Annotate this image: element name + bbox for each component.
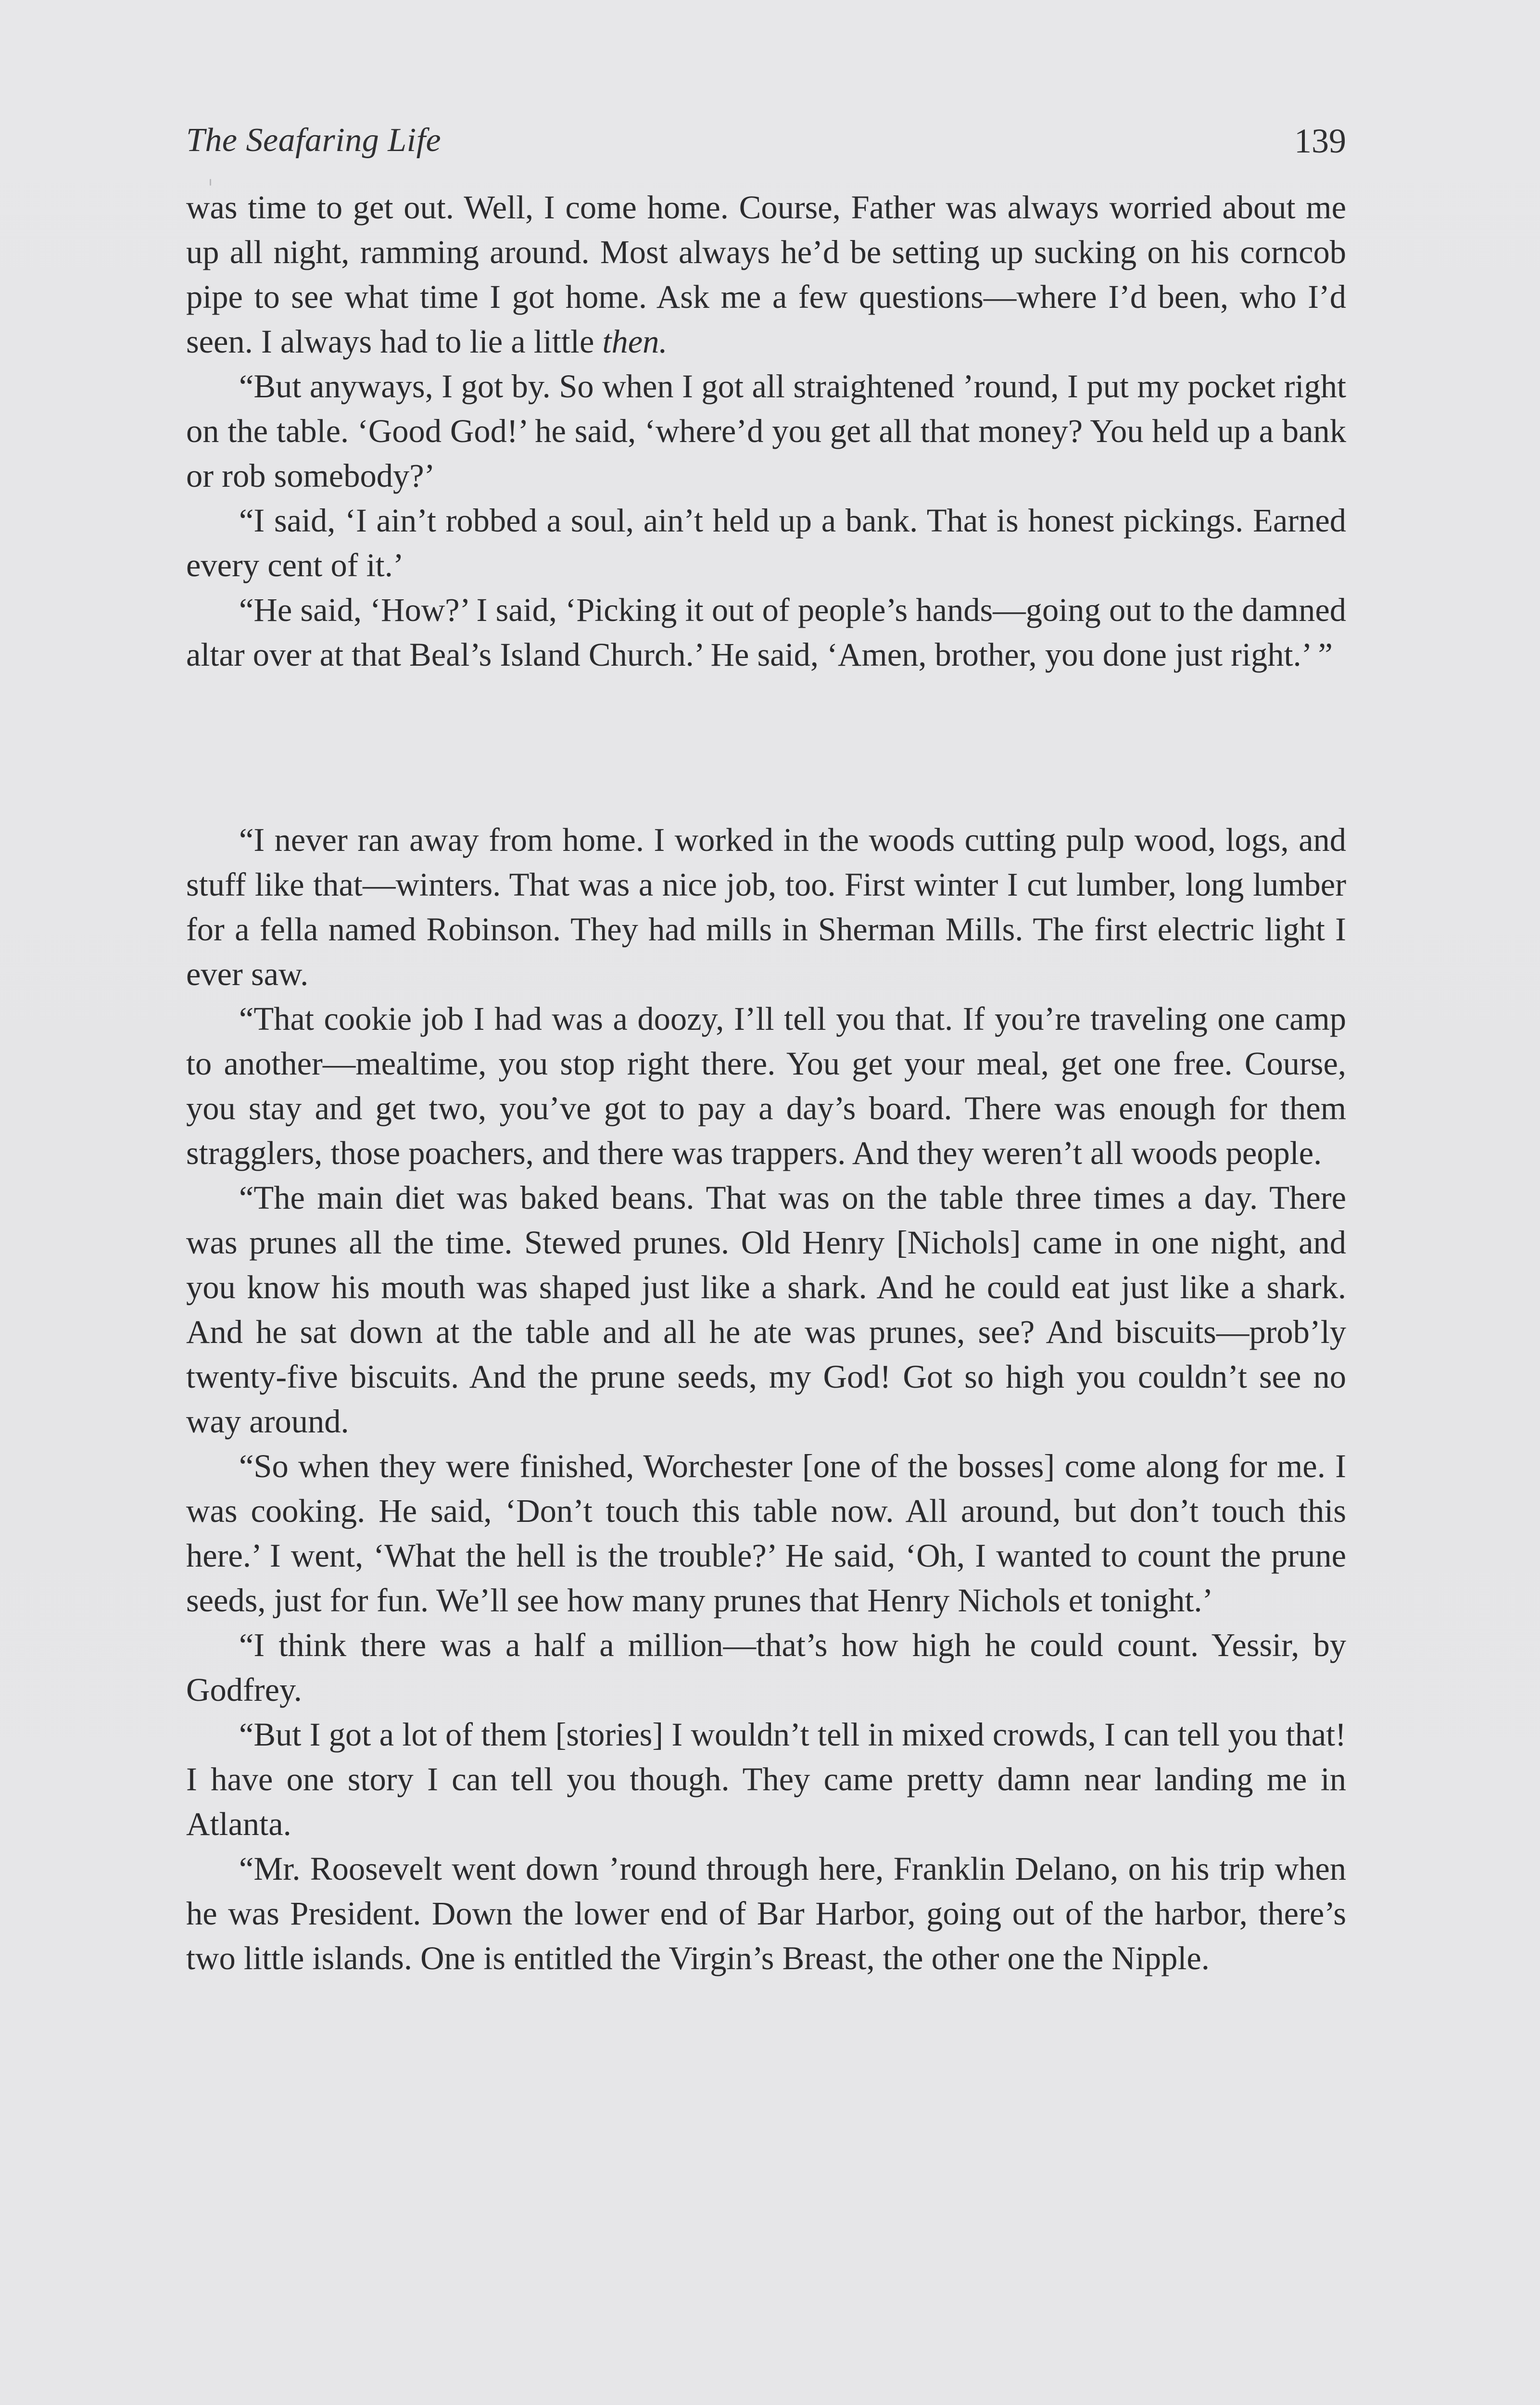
paragraph: “I never ran away from home. I worked in the woods cutting pulp wood, logs, and stuff like that—winters. That was a nice job, too. First winter I cut lumber, long lumber for a fella named Robinson. They had mills in Sherman Mills. The first electric light I ever saw. [186, 822, 1346, 992]
paragraph: “I said, ‘I ain’t robbed a soul, ain’t held up a bank. That is honest pickings. Earned every cent of it.’ [186, 502, 1346, 583]
paragraph [186, 185, 1346, 364]
paragraph: “But I got a lot of them [stories] I wouldn’t tell in mixed crowds, I can tell you that! I have one story I can tell you though. They came pretty damn near landing me in Atlanta. [186, 1716, 1346, 1842]
text-section-2 [186, 818, 1346, 1981]
paragraph: “He said, ‘How?’ I said, ‘Picking it out of people’s hands—going out to the damned altar over at that Beal’s Island Church.’ He said, ‘Amen, brother, you done just right.’ ” [186, 592, 1346, 673]
paragraph: “The main diet was baked beans. That was on the table three times a day. There was prunes all the time. Stewed prunes. Old Henry [Nichols] came in one night, and you know his mouth was shaped just like a shark. And he could eat just like a shark. And he sat down at the table and all he ate was prunes, see? And biscuits—prob’ly twenty-five biscuits. And the prune seeds, my God! Got so high you couldn’t see no way around. [186, 1179, 1346, 1440]
paragraph: “I think there was a half a million—that’s how high he could count. Yessir, by Godfrey. [186, 1627, 1346, 1708]
paragraph: “That cookie job I had was a doozy, I’ll tell you that. If you’re traveling one camp to another—mealtime, you stop right there. You get your meal, get one free. Course, you stay and get two, you’ve got to pay a day’s board. There was enough for them stragglers, those poachers, and there was trappers. And they weren’t all woods people. [186, 1000, 1346, 1171]
paragraph: “But anyways, I got by. So when I got all straightened ’round, I put my pocket right on the table. ‘Good God!’ he said, ‘where’d you get all that money? You held up a bank or rob somebody?’ [186, 368, 1346, 494]
running-header [186, 121, 1346, 165]
running-title: The Seafaring Life [186, 122, 442, 159]
text-section-1 [186, 185, 1346, 677]
paragraph: “So when they were finished, Worchester [one of the bosses] come along for me. I was cooking. He said, ‘Don’t touch this table now. All around, but don’t touch this here.’ I went, ‘What the hell is the trouble?’ He said, ‘Oh, I wanted to count the prune seeds, just for fun. We’ll see how many prunes that Henry Nichols et tonight.’ [186, 1448, 1346, 1619]
emphasized-word: then. [602, 323, 668, 360]
paragraph: “Mr. Roosevelt went down ’round through here, Franklin Delano, on his trip when he was President. Down the lower end of Bar Harbor, going out of the harbor, there’s two little islands. One is entitled the Virgin’s Breast, the other one the Nipple. [186, 1850, 1346, 1976]
paragraph-text: was time to get out. Well, I come home. Course, Father was always worried about me up all night, ramming around. Most always he’d be setting up sucking on his corncob pipe to see what time I got home. Ask me a few questions—where I’d been, who I’d seen. I always had to lie a little [186, 189, 1346, 360]
page-number: 139 [1294, 122, 1346, 160]
scan-speck [210, 179, 211, 186]
